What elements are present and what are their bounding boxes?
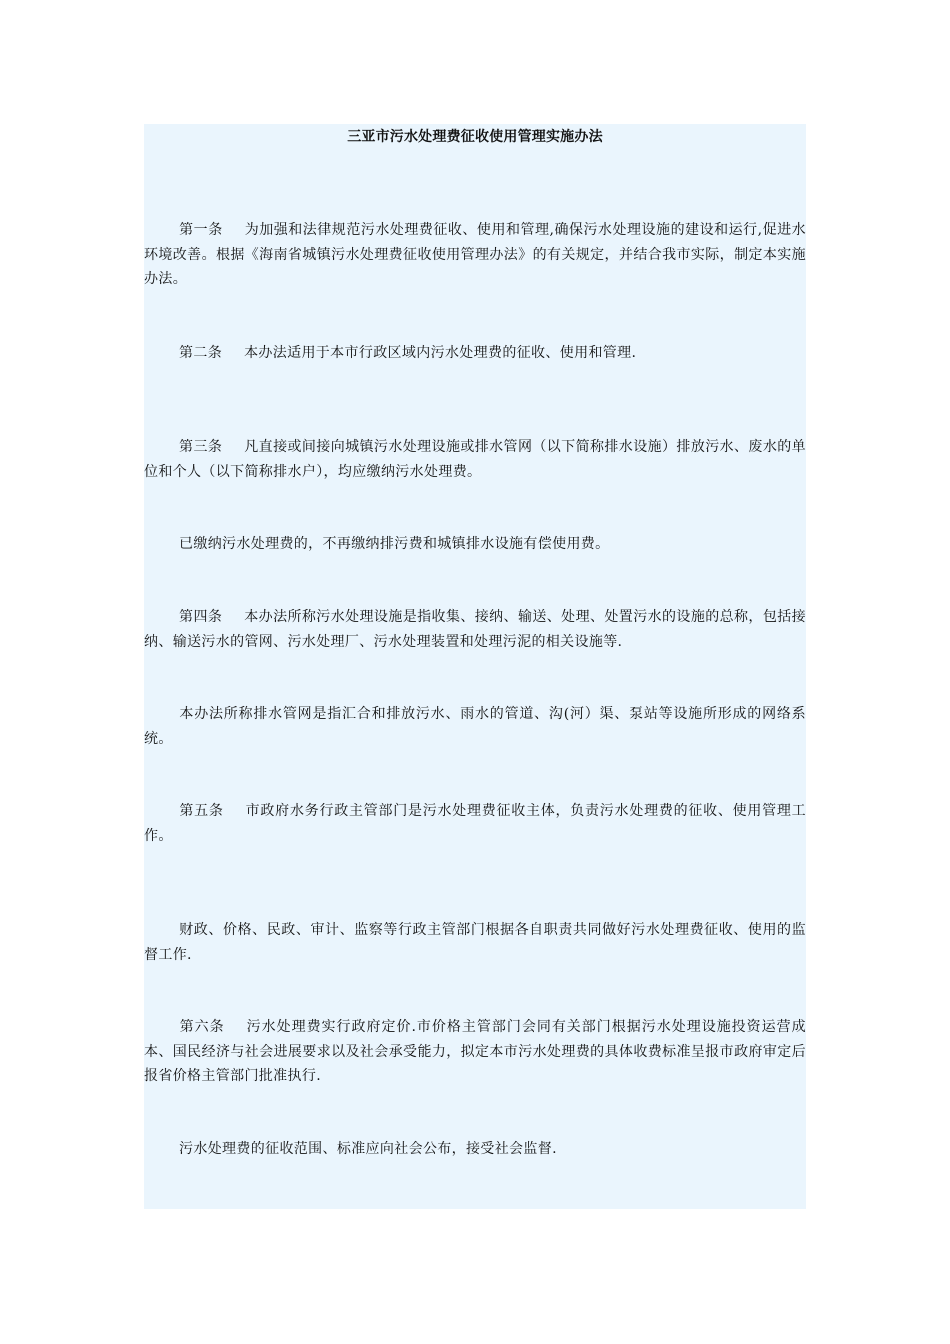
paragraph-text: 本办法所称排水管网是指汇合和排放污水、雨水的管道、沟(河）渠、泵站等设施所形成的网络系统。 bbox=[144, 706, 806, 747]
paragraph-article-5-cont bbox=[144, 918, 806, 967]
paragraph-article-6-cont bbox=[144, 1137, 806, 1162]
paragraph-text: 污水处理费实行政府定价.市价格主管部门会同有关部门根据污水处理设施投资运营成本、国民经济与社会进展要求以及社会承受能力，拟定本市污水处理费的具体收费标准呈报市政府审定后报省价格主管部门批准执行. bbox=[144, 1019, 806, 1084]
paragraph-text: 本办法适用于本市行政区域内污水处理费的征收、使用和管理. bbox=[244, 345, 637, 361]
paragraph-text: 本办法所称污水处理设施是指收集、接纳、输送、处理、处置污水的设施的总称，包括接纳、输送污水的管网、污水处理厂、污水处理装置和处理污泥的相关设施等. bbox=[144, 609, 806, 650]
paragraph-article-4 bbox=[144, 605, 806, 654]
article-number: 第五条 bbox=[179, 803, 224, 819]
paragraph-article-3 bbox=[144, 435, 806, 484]
paragraph-text: 凡直接或间接向城镇污水处理设施或排水管网（以下简称排水设施）排放污水、废水的单位和个人（以下简称排水户），均应缴纳污水处理费。 bbox=[144, 439, 806, 480]
document-title: 三亚市污水处理费征收使用管理实施办法 bbox=[347, 129, 603, 145]
article-number: 第一条 bbox=[179, 222, 223, 238]
article-number: 第二条 bbox=[179, 345, 223, 361]
paragraph-article-1 bbox=[144, 218, 806, 292]
article-number: 第四条 bbox=[179, 609, 223, 625]
paragraph-text: 为加强和法律规范污水处理费征收、使用和管理,确保污水处理设施的建设和运行,促进水环境改善。根据《海南省城镇污水处理费征收使用管理办法》的有关规定，并结合我市实际，制定本实施办法。 bbox=[144, 222, 806, 287]
article-number: 第六条 bbox=[179, 1019, 225, 1035]
document-panel bbox=[144, 124, 806, 1209]
paragraph-article-2 bbox=[144, 341, 806, 366]
article-number: 第三条 bbox=[179, 439, 223, 455]
paragraph-article-5 bbox=[144, 799, 806, 848]
paragraph-article-3-cont bbox=[144, 532, 806, 557]
paragraph-text: 市政府水务行政主管部门是污水处理费征收主体，负责污水处理费的征收、使用管理工作。 bbox=[144, 803, 806, 844]
paragraph-text: 污水处理费的征收范围、标准应向社会公布，接受社会监督. bbox=[179, 1141, 557, 1157]
paragraph-text: 财政、价格、民政、审计、监察等行政主管部门根据各自职责共同做好污水处理费征收、使用的监督工作. bbox=[144, 922, 806, 963]
paragraph-article-4-cont bbox=[144, 702, 806, 751]
paragraph-text: 已缴纳污水处理费的，不再缴纳排污费和城镇排水设施有偿使用费。 bbox=[179, 536, 610, 552]
paragraph-article-6 bbox=[144, 1015, 806, 1089]
